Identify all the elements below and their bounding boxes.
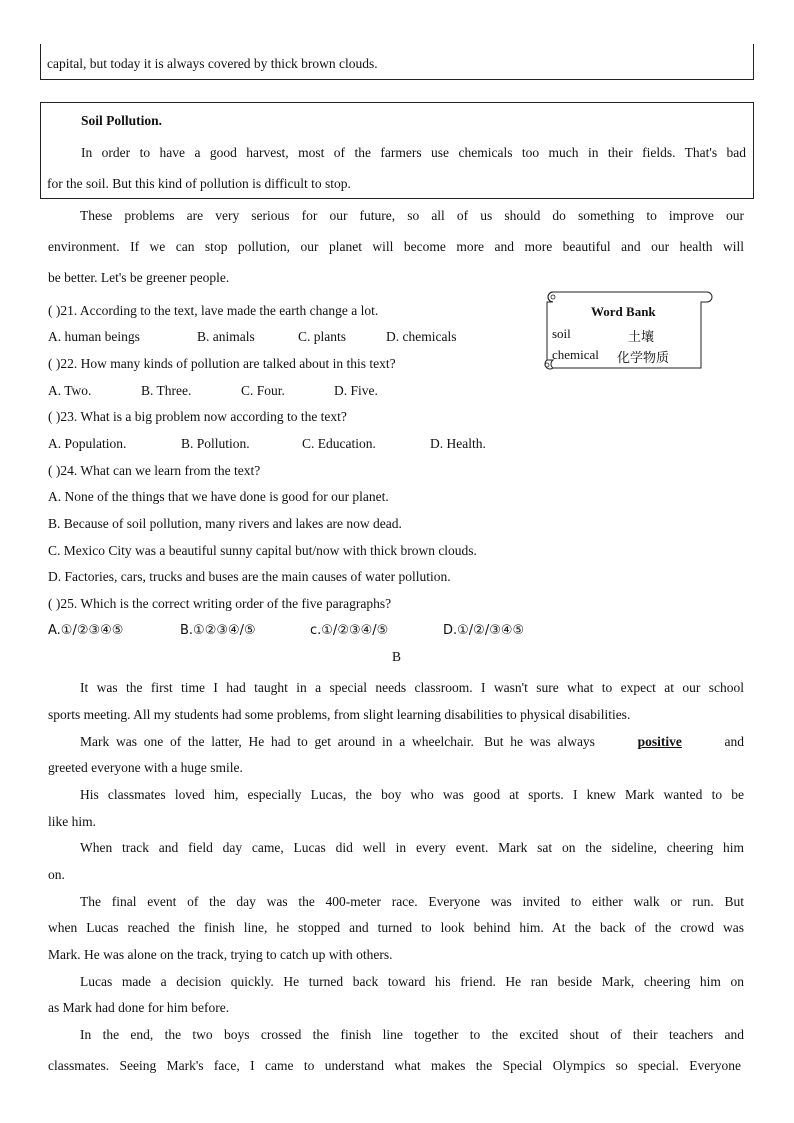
q21-option-c: C. plants xyxy=(298,329,347,344)
b-p1-line-2: sports meeting. All my students had some problems, from slight learning disabilities to physical disabilities. xyxy=(48,707,631,722)
b-p6-line-1: Lucas made a decision quickly. He turned back toward his friend. He ran beside Mark, cheering him on xyxy=(80,974,744,989)
positive-keyword: positive xyxy=(637,734,682,749)
q21-option-b: B. animals xyxy=(197,329,255,344)
b-p2-line-1 xyxy=(80,733,744,751)
question-21-stem: ( )21. According to the text, lave made the earth change a lot. xyxy=(48,303,379,318)
question-24-stem: ( )24. What can we learn from the text? xyxy=(48,463,261,478)
question-23-stem: ( )23. What is a big problem now according to the text? xyxy=(48,409,347,424)
word-bank-en-chemical: chemical xyxy=(552,347,599,362)
q21-option-a: A. human beings xyxy=(48,329,140,344)
q24-option-b: B. Because of soil pollution, many rivers and lakes are now dead. xyxy=(48,516,402,531)
continuation-text: capital, but today it is always covered by thick brown clouds. xyxy=(47,56,378,71)
b-p4-line-2: on. xyxy=(48,867,65,882)
b-p5-line-1: The final event of the day was the 400-meter race. Everyone was invited to either walk or run. But xyxy=(80,894,744,909)
question-22-stem: ( )22. How many kinds of pollution are talked about in this text? xyxy=(48,356,396,371)
b-p5-line-3: Mark. He was alone on the track, trying to catch up with others. xyxy=(48,947,393,962)
q23-option-c: C. Education. xyxy=(302,436,376,451)
word-bank-cn-soil: 土壤 xyxy=(628,330,655,345)
q24-option-a: A. None of the things that we have done is good for our planet. xyxy=(48,489,389,504)
b-p5-line-2: when Lucas reached the finish line, he stopped and turned to look behind him. At the back of the crowd was xyxy=(48,920,744,935)
soil-pollution-box xyxy=(40,102,754,199)
problems-line-2: environment. If we can stop pollution, our planet will become more and more beautiful and our health will xyxy=(48,239,744,254)
question-25-stem: ( )25. Which is the correct writing order of the five paragraphs? xyxy=(48,596,392,611)
b-p2-line-2: greeted everyone with a huge smile. xyxy=(48,760,243,775)
b-p7-line-2: classmates. Seeing Mark's face, I came to understand what makes the Special Olympics so special. Everyone xyxy=(48,1058,741,1073)
b-p3-line-2: like him. xyxy=(48,814,96,829)
q21-option-d: D. chemicals xyxy=(386,329,457,344)
q22-option-c: C. Four. xyxy=(241,383,285,398)
q25-option-d: D.①/②/③④⑤ xyxy=(443,623,525,638)
b-p2-line-1-end: and xyxy=(724,734,744,749)
word-bank-scroll xyxy=(541,286,713,374)
word-bank-en-soil: soil xyxy=(552,326,571,341)
word-bank-title: Word Bank xyxy=(591,304,656,319)
problems-line-3: be better. Let's be greener people. xyxy=(48,270,230,285)
q24-option-d: D. Factories, cars, trucks and buses are the main causes of water pollution. xyxy=(48,569,451,584)
q23-option-a: A. Population. xyxy=(48,436,127,451)
soil-line-2: for the soil. But this kind of pollution is difficult to stop. xyxy=(47,176,351,191)
q25-option-c: c.①/②③④/⑤ xyxy=(310,623,389,638)
q22-option-a: A. Two. xyxy=(48,383,92,398)
b-p2-line-1-text: Mark was one of the latter, He had to get around in a wheelchair. But he was always xyxy=(80,734,595,749)
soil-pollution-title: Soil Pollution. xyxy=(81,113,163,128)
b-p4-line-1: When track and field day came, Lucas did well in every event. Mark sat on the sideline, cheering him xyxy=(80,840,744,855)
b-p7-line-1: In the end, the two boys crossed the finish line together to the excited shout of their teachers and xyxy=(80,1027,744,1042)
q23-option-b: B. Pollution. xyxy=(181,436,250,451)
q23-option-d: D. Health. xyxy=(430,436,486,451)
b-p1-line-1: It was the first time I had taught in a special needs classroom. I wasn't sure what to expect at our school xyxy=(80,680,744,695)
problems-line-1: These problems are very serious for our future, so all of us should do something to improve our xyxy=(80,208,744,223)
soil-line-1: In order to have a good harvest, most of the farmers use chemicals too much in their fields. That's bad xyxy=(81,145,746,160)
q24-option-c: C. Mexico City was a beautiful sunny capital but/now with thick brown clouds. xyxy=(48,543,477,558)
b-p6-line-2: as Mark had done for him before. xyxy=(48,1000,230,1015)
q22-option-b: B. Three. xyxy=(141,383,192,398)
b-p3-line-1: His classmates loved him, especially Lucas, the boy who was good at sports. I knew Mark wanted to be xyxy=(80,787,744,802)
word-bank-cn-chemical: 化学物质 xyxy=(617,351,670,366)
section-b-heading: B xyxy=(392,649,402,664)
passage-continuation-box xyxy=(40,44,754,80)
q22-option-d: D. Five. xyxy=(334,383,378,398)
q25-option-b: B.①②③④/⑤ xyxy=(180,623,256,638)
q25-option-a: A.①/②③④⑤ xyxy=(48,623,124,638)
